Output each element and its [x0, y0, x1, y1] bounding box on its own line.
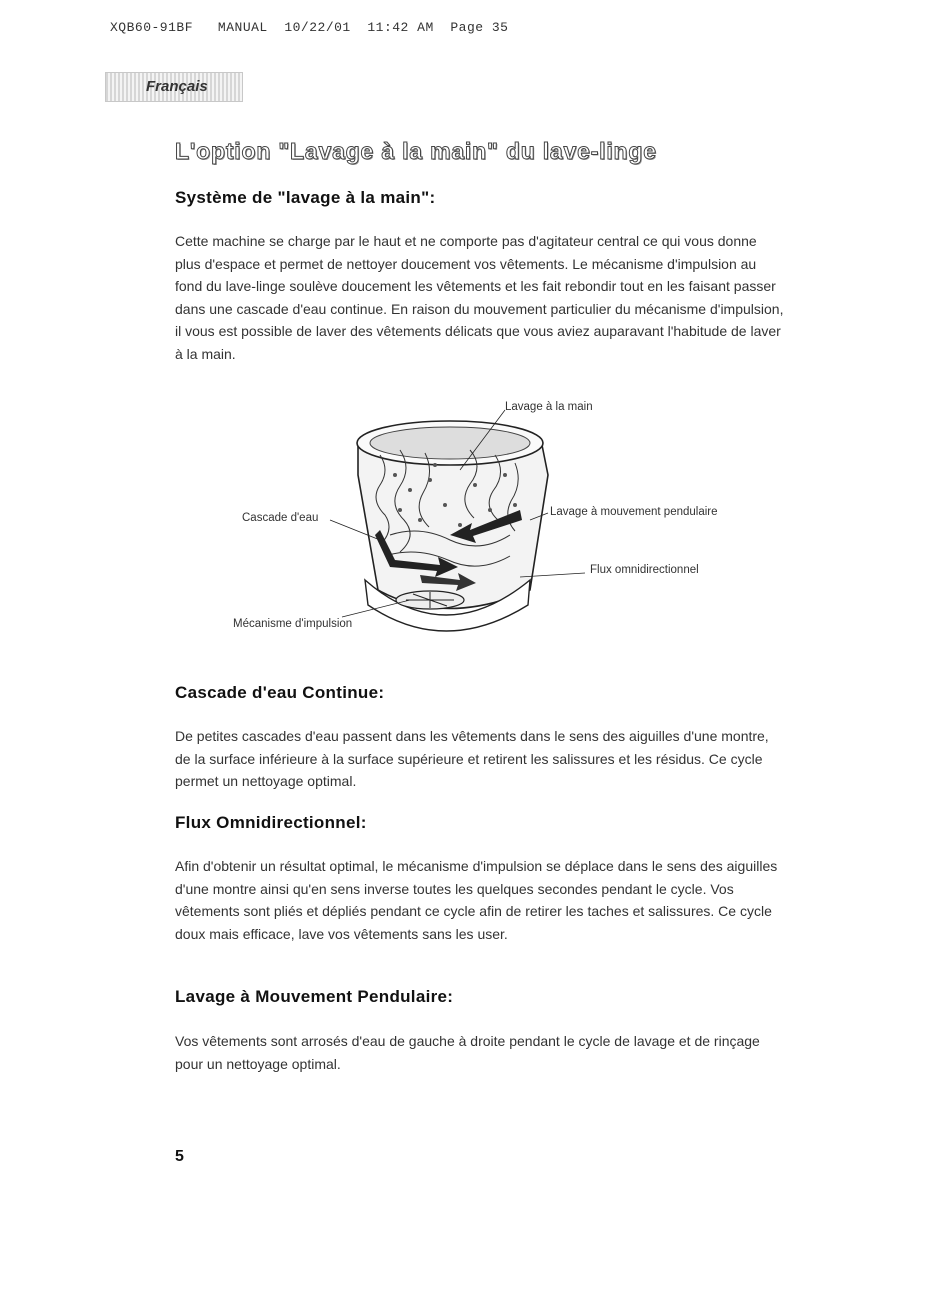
callout-hand-wash: Lavage à la main [505, 401, 593, 413]
print-header: XQB60-91BF MANUAL 10/22/01 11:42 AM Page 35 [110, 20, 509, 35]
page-title: L'option "Lavage à la main" du lave-linge [175, 138, 657, 164]
section-body-pendulum: Vos vêtements sont arrosés d'eau de gauche à droite pendant le cycle de lavage et de rinçage pour un nettoyage optimal. [175, 1033, 760, 1072]
section-body-hand-wash-system: Cette machine se charge par le haut et ne comporte pas d'agitateur central ce qui vous donne plus d'espace et permet de nettoyer doucement vos vêtements. Le mécanisme d'impulsion au fond du lave-linge soulève doucement les vêtements et les fait rebondir tout en les faisant passer dans une cascade d'eau continue. En raison du mouvement particulier du mécanisme d'impulsion, il vous est possible de laver des vêtements délicats que vous aviez auparavant l'habitude de laver à la main. [175, 233, 784, 362]
callout-omni: Flux omnidirectionnel [590, 564, 699, 576]
language-tab [105, 72, 243, 102]
section-heading-pendulum: Lavage à Mouvement Pendulaire: [175, 987, 454, 1006]
language-label: Français [146, 78, 208, 95]
callout-cascade: Cascade d'eau [242, 512, 319, 524]
section-heading-cascade: Cascade d'eau Continue: [175, 683, 385, 702]
page-number: 5 [175, 1148, 184, 1165]
callout-pendulum: Lavage à mouvement pendulaire [550, 506, 718, 518]
callout-impulse: Mécanisme d'impulsion [233, 618, 353, 630]
section-body-omni: Afin d'obtenir un résultat optimal, le mécanisme d'impulsion se déplace dans le sens des aiguilles d'une montre ainsi qu'en sens inverse toutes les quelques secondes pendant le cycle. Vos vêtements sont pliés et dépliés pendant ce cycle afin de retirer les taches et salissures. Ce cycle doux mais efficace, lave vos vêtements sans les user. [175, 858, 778, 942]
section-body-cascade: De petites cascades d'eau passent dans les vêtements dans le sens des aiguilles d'une montre, de la surface inférieure à la surface supérieure et retirent les salissures et les résidus. Ce cycle permet un nettoyage optimal. [175, 728, 769, 789]
section-heading-omni: Flux Omnidirectionnel: [175, 813, 367, 832]
washer-diagram [230, 395, 730, 645]
section-heading-hand-wash-system: Système de "lavage à la main": [175, 188, 436, 207]
